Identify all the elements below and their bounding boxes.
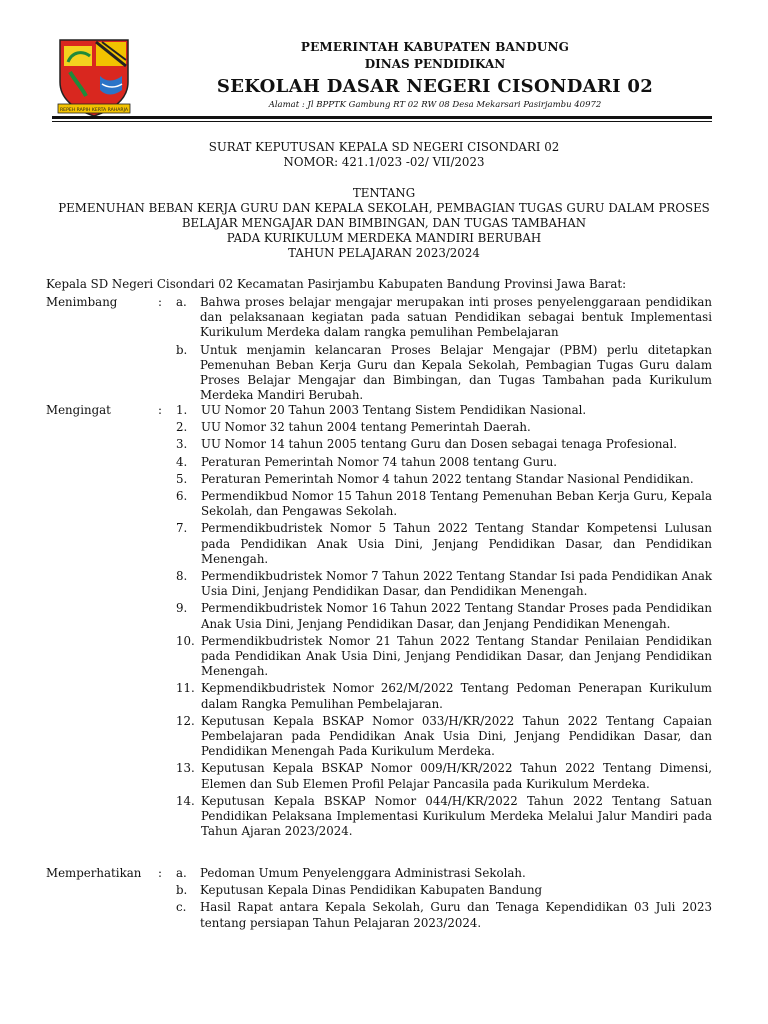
list-item [176,883,712,898]
section-colon: : [158,295,162,309]
memperhatikan-list [176,866,712,933]
letterhead-school-name: SEKOLAH DASAR NEGERI CISONDARI 02 [216,76,654,97]
list-item [176,489,712,519]
list-item-text: Keputusan Kepala BSKAP Nomor 009/H/KR/2022 Tahun 2022 Tentang Dimensi, Elemen dan Sub Elemen Profil Pelajar Pancasila pada Kurikulum Merdeka. [201,761,712,791]
list-item-text: Permendikbudristek Nomor 7 Tahun 2022 Tentang Standar Isi pada Pendidikan Anak Usia Dini, Jenjang Pendidikan Dasar, dan Pendidikan Menengah. [201,569,712,599]
list-item [176,343,712,404]
list-item [176,521,712,567]
letterhead-thick-rule [52,116,712,119]
decree-subject-line-1: PEMENUHAN BEBAN KERJA GURU DAN KEPALA SEKOLAH, PEMBAGIAN TUGAS GURU DALAM PROSES [58,201,710,215]
list-item [176,295,712,341]
list-marker: 5. [176,471,188,486]
decree-subject-line-4: TAHUN PELAJARAN 2023/2024 [288,246,480,260]
list-marker: 2. [176,420,188,435]
list-marker: a. [176,295,187,309]
letterhead-government: PEMERINTAH KABUPATEN BANDUNG [300,40,570,54]
list-item-text: Hasil Rapat antara Kepala Sekolah, Guru dan Tenaga Kependidikan 03 Juli 2023 tentang persiapan Tahun Pelajaran 2023/2024. [200,900,712,930]
list-item [176,681,712,711]
list-marker: 4. [176,454,188,469]
list-marker: 9. [176,601,188,616]
list-marker: 1. [176,403,188,417]
list-item-text: Permendikbudristek Nomor 5 Tahun 2022 Tentang Standar Kompetensi Lulusan pada Pendidikan Anak Usia Dini, Jenjang Pendidikan Dasar, dan Pendidikan Menengah. [201,521,712,566]
list-item-text: Permendikbudristek Nomor 16 Tahun 2022 Tentang Standar Proses pada Pendidikan Anak Usia Dini, Jenjang Pendidikan Dasar, dan Jenjang Pendidikan Menengah. [201,601,712,631]
list-item-text: Keputusan Kepala BSKAP Nomor 044/H/KR/2022 Tahun 2022 Tentang Satuan Pendidikan Pelaksana Implementasi Kurikulum Merdeka Melalui Jalur Mandiri pada Tahun Ajaran 2023/2024. [201,793,712,839]
list-marker: 6. [176,489,188,504]
list-item [176,569,712,599]
list-item [176,900,712,930]
section-label: Menimbang [46,295,118,309]
svg-text:REPEH RAPIH KERTA RAHARJA: REPEH RAPIH KERTA RAHARJA [59,108,129,113]
list-marker: 3. [176,437,188,452]
list-marker: c. [176,900,187,915]
list-item [176,437,712,452]
list-item [176,455,712,470]
list-item-text: Bahwa proses belajar mengajar merupakan inti proses penyelenggaraan pendidikan dan pelaksanaan kegiatan pada satuan Pendidikan sebagai bentuk Implementasi Kurikulum Merdeka dalam rangka pemulihan Pembelajaran [200,295,712,340]
list-marker: 8. [176,569,188,584]
list-item [176,794,712,840]
decree-subject-line-3: PADA KURIKULUM MERDEKA MANDIRI BERUBAH [226,231,542,245]
list-item [176,472,712,487]
letterhead-thin-rule [52,121,712,122]
list-item-text: Keputusan Kepala Dinas Pendidikan Kabupaten Bandung [200,883,543,898]
list-item [176,601,712,631]
list-item [176,420,712,435]
list-item-text: UU Nomor 14 tahun 2005 tentang Guru dan Dosen sebagai tenaga Profesional. [201,437,677,452]
section-label: Mengingat [46,403,111,417]
list-item-text: Kepmendikbudristek Nomor 262/M/2022 Tentang Pedoman Penerapan Kurikulum dalam Rangka Pemulihan Pembelajaran. [201,681,712,711]
decree-number: NOMOR: 421.1/023 -02/ VII/2023 [283,155,485,169]
list-marker: 7. [176,521,188,536]
list-marker: b. [176,883,188,898]
list-item-text: Permendikbud Nomor 15 Tahun 2018 Tentang Pemenuhan Beban Kerja Guru, Kepala Sekolah, dan Pengawas Sekolah. [201,489,712,519]
list-item [176,634,712,680]
letterhead-department: DINAS PENDIDIKAN [364,57,506,71]
kabupaten-bandung-logo [56,36,132,118]
letterhead-address: Alamat : Jl BPPTK Gambung RT 02 RW 08 Desa Mekarsari Pasirjambu 40972 [268,100,602,110]
decree-title: SURAT KEPUTUSAN KEPALA SD NEGERI CISONDARI 02 [208,140,560,154]
list-item-text: Untuk menjamin kelancaran Proses Belajar Mengajar (PBM) perlu ditetapkan Pemenuhan Beban Kerja Guru dan Kepala Sekolah, Pembagian Tugas Guru dalam Proses Belajar Mengajar dan Bimbingan, dan Tugas Tambahan pada Kurikulum Merdeka Mandiri Berubah. [200,342,712,403]
menimbang-list [176,295,712,405]
mengingat-list [176,403,712,841]
list-marker: a. [176,866,187,880]
list-marker: 14. [176,793,195,808]
decree-about: TENTANG [352,186,416,200]
section-colon: : [158,866,162,880]
opening-statement: Kepala SD Negeri Cisondari 02 Kecamatan Pasirjambu Kabupaten Bandung Provinsi Jawa Barat: [46,277,627,291]
list-item [176,403,712,418]
list-item-text: UU Nomor 20 Tahun 2003 Tentang Sistem Pendidikan Nasional. [201,403,587,417]
list-item-text: UU Nomor 32 tahun 2004 tentang Pemerintah Daerah. [201,420,531,435]
list-item [176,866,712,881]
list-item-text: Peraturan Pemerintah Nomor 4 tahun 2022 tentang Standar Nasional Pendidikan. [201,471,694,486]
list-marker: 12. [176,713,195,728]
list-marker: 10. [176,633,195,648]
decree-subject-line-2: BELAJAR MENGAJAR DAN BIMBINGAN, DAN TUGAS TAMBAHAN [181,216,587,230]
list-item-text: Keputusan Kepala BSKAP Nomor 033/H/KR/2022 Tahun 2022 Tentang Capaian Pembelajaran pada Pendidikan Anak Usia Dini, Jenjang Pendidikan Dasar, dan Pendidikan Menengah Pada Kurikulum Merdeka. [201,713,712,759]
list-item-text: Permendikbudristek Nomor 21 Tahun 2022 Tentang Standar Penilaian Pendidikan pada Pendidikan Anak Usia Dini, Jenjang Pendidikan Dasar, dan Jenjang Pendidikan Menengah. [201,633,712,679]
section-label: Memperhatikan [46,866,142,880]
list-item [176,761,712,791]
list-marker: 11. [176,681,195,696]
list-item [176,714,712,760]
list-marker: b. [176,342,188,357]
section-colon: : [158,403,162,417]
list-marker: 13. [176,761,195,776]
list-item-text: Pedoman Umum Penyelenggara Administrasi Sekolah. [200,866,526,880]
list-item-text: Peraturan Pemerintah Nomor 74 tahun 2008 tentang Guru. [201,454,558,469]
